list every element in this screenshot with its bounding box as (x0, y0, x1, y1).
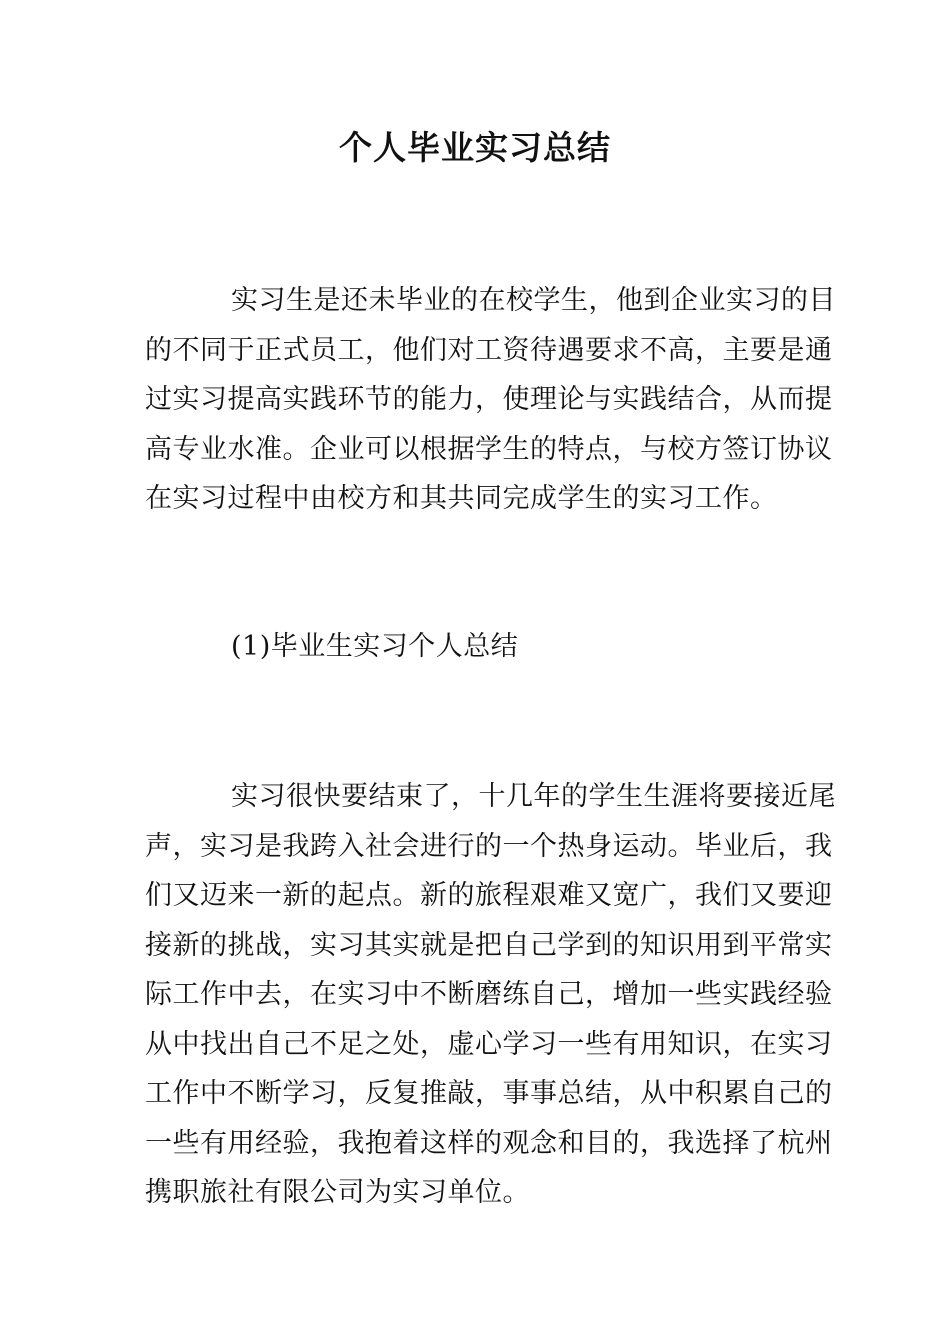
paragraph-line: 高专业水准。企业可以根据学生的特点，与校方签订协议 (145, 433, 833, 465)
page-title: 个人毕业实习总结 (339, 128, 611, 167)
paragraph-line: 们又迈来一新的起点。新的旅程艰难又宽广，我们又要迎 (145, 880, 833, 911)
paragraph-summary (145, 772, 836, 1218)
paragraph-line: 一些有用经验，我抱着这样的观念和目的，我选择了杭州 (145, 1127, 833, 1159)
section-heading (145, 622, 807, 672)
paragraph-line: 携职旅社有限公司为实习单位。 (145, 1177, 530, 1208)
paragraph-line: 在实习过程中由校方和其共同完成学生的实习工作。 (145, 483, 778, 514)
paragraph-line: 声，实习是我跨入社会进行的一个热身运动。毕业后，我 (145, 830, 833, 862)
paragraph-line: 实习生是还未毕业的在校学生，他到企业实习的目 (231, 285, 836, 316)
paragraph-intro (145, 276, 836, 524)
paragraph-line: 工作中不断学习，反复推敲，事事总结，从中积累自己的 (145, 1078, 833, 1109)
paragraph-line: 过实习提高实践环节的能力，使理论与实践结合，从而提 (145, 384, 833, 415)
paragraph-line: 实习很快要结束了，十几年的学生生涯将要接近尾 (231, 781, 836, 812)
paragraph-line: 接新的挑战，实习其实就是把自己学到的知识用到平常实 (145, 929, 833, 961)
section-heading-text: (1)毕业生实习个人总结 (231, 631, 519, 662)
paragraph-line: 际工作中去，在实习中不断磨练自己，增加一些实践经验 (145, 979, 833, 1010)
paragraph-line: 的不同于正式员工，他们对工资待遇要求不高，主要是通 (145, 334, 833, 366)
paragraph-line: 从中找出自己不足之处，虚心学习一些有用知识，在实习 (145, 1028, 833, 1060)
